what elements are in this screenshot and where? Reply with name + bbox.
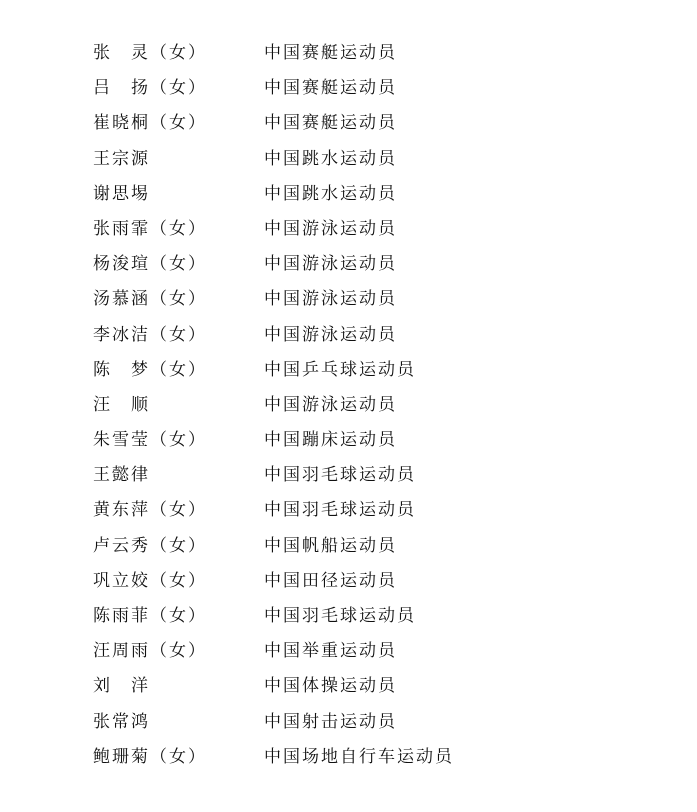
athlete-role: 中国蹦床运动员 xyxy=(264,430,397,451)
list-item xyxy=(0,634,697,669)
list-item xyxy=(0,106,697,141)
athlete-name: 汪周雨（女） xyxy=(93,641,207,662)
athlete-role: 中国游泳运动员 xyxy=(264,324,397,345)
athlete-name: 张 灵（女） xyxy=(93,43,207,63)
list-item xyxy=(0,740,697,775)
athlete-name: 卢云秀（女） xyxy=(93,535,207,556)
list-item xyxy=(0,353,697,388)
athlete-name: 陈雨菲（女） xyxy=(93,606,207,626)
list-item xyxy=(0,177,697,212)
athlete-name: 刘 洋 xyxy=(93,676,150,697)
athlete-role: 中国田径运动员 xyxy=(264,570,397,591)
list-item xyxy=(0,529,697,564)
athlete-name: 汪 顺 xyxy=(93,394,150,415)
athlete-list xyxy=(0,36,697,775)
athlete-role: 中国举重运动员 xyxy=(264,641,397,662)
athlete-role: 中国射击运动员 xyxy=(264,711,397,732)
athlete-name: 黄东萍（女） xyxy=(93,500,207,521)
athlete-name: 鲍珊菊（女） xyxy=(93,746,207,767)
athlete-role: 中国赛艇运动员 xyxy=(264,78,397,99)
list-item xyxy=(0,705,697,740)
athlete-role: 中国帆船运动员 xyxy=(264,535,397,556)
list-item xyxy=(0,493,697,528)
list-item xyxy=(0,423,697,458)
list-item xyxy=(0,318,697,353)
athlete-name: 崔晓桐（女） xyxy=(93,113,207,134)
athlete-name: 巩立姣（女） xyxy=(93,570,207,591)
list-item xyxy=(0,71,697,106)
athlete-role: 中国羽毛球运动员 xyxy=(264,465,416,486)
athlete-name: 吕 扬（女） xyxy=(93,78,207,99)
athlete-role: 中国体操运动员 xyxy=(264,676,397,697)
athlete-role: 中国赛艇运动员 xyxy=(264,43,397,63)
athlete-name: 陈 梦（女） xyxy=(93,359,207,380)
athlete-name: 朱雪莹（女） xyxy=(93,430,207,451)
athlete-role: 中国游泳运动员 xyxy=(264,289,397,310)
athlete-role: 中国游泳运动员 xyxy=(264,254,397,275)
athlete-name: 王宗源 xyxy=(93,148,150,169)
athlete-role: 中国跳水运动员 xyxy=(264,148,397,169)
athlete-role: 中国游泳运动员 xyxy=(264,394,397,415)
list-item xyxy=(0,564,697,599)
list-item xyxy=(0,282,697,317)
athlete-name: 王懿律 xyxy=(93,465,150,486)
athlete-role: 中国游泳运动员 xyxy=(264,218,397,239)
list-item xyxy=(0,247,697,282)
athlete-role: 中国场地自行车运动员 xyxy=(264,746,454,767)
list-item xyxy=(0,388,697,423)
list-item xyxy=(0,458,697,493)
athlete-name: 谢思埸 xyxy=(93,183,150,204)
list-item xyxy=(0,142,697,177)
athlete-name: 张雨霏（女） xyxy=(93,218,207,239)
athlete-role: 中国乒乓球运动员 xyxy=(264,359,416,380)
list-item xyxy=(0,599,697,634)
list-item xyxy=(0,669,697,704)
athlete-name: 汤慕涵（女） xyxy=(93,289,207,310)
athlete-name: 张常鸿 xyxy=(93,711,150,732)
list-item xyxy=(0,36,697,71)
athlete-role: 中国跳水运动员 xyxy=(264,183,397,204)
athlete-role: 中国赛艇运动员 xyxy=(264,113,397,134)
athlete-role: 中国羽毛球运动员 xyxy=(264,606,416,626)
list-item xyxy=(0,212,697,247)
athlete-name: 杨浚瑄（女） xyxy=(93,254,207,275)
athlete-name: 李冰洁（女） xyxy=(93,324,207,345)
athlete-role: 中国羽毛球运动员 xyxy=(264,500,416,521)
